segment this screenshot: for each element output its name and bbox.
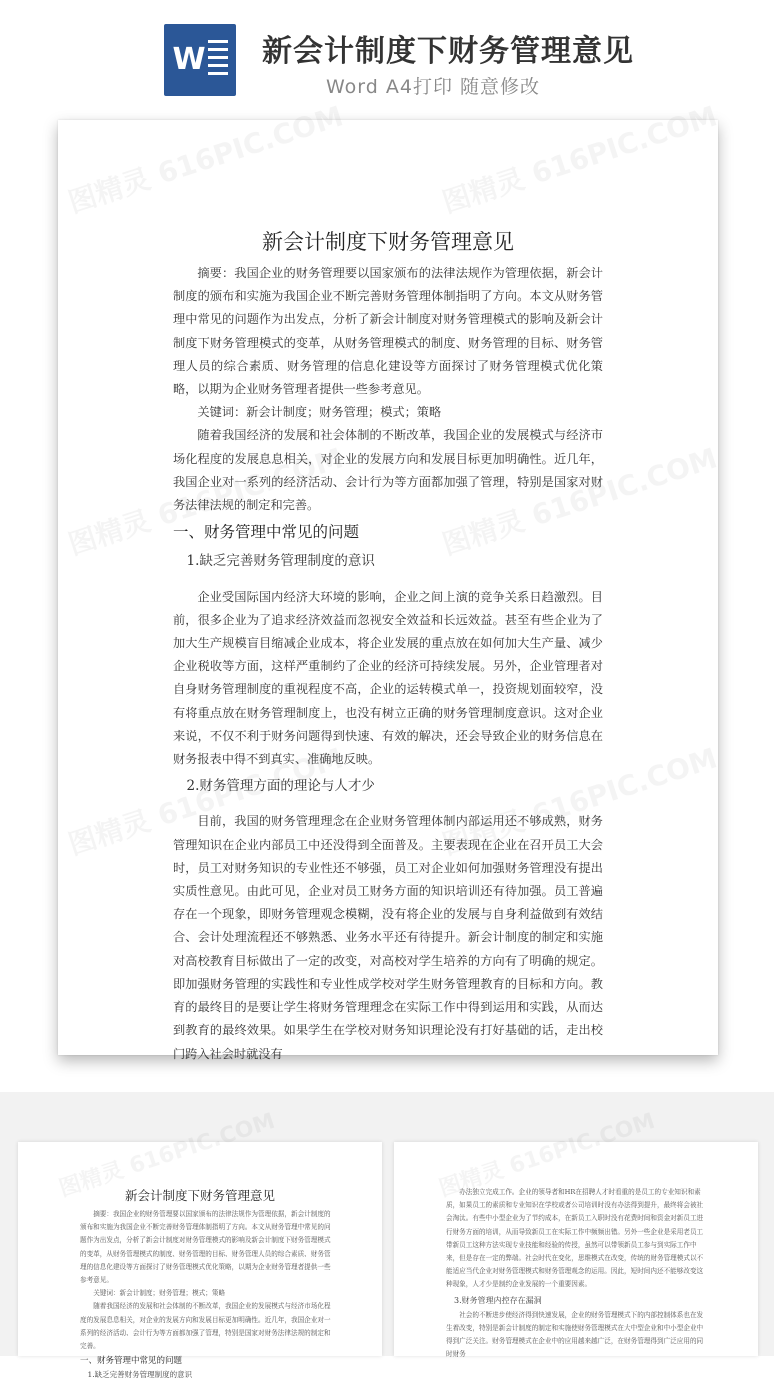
header [0, 0, 774, 110]
section-heading: 一、财务管理中常见的问题 [173, 523, 360, 542]
document-page [58, 120, 718, 1061]
document-body [173, 262, 603, 1066]
paragraph: 摘要：我国企业的财务管理要以国家颁布的法律法规作为管理依据，新会计制度的颁布和实施为我国企业不断完善财务管理体制指明了方向。本文从财务管理中常见的问题作为出发点，分析了新会计制度对财务管理模式的影响及新会计制度下财务管理模式的变革，从财务管理模式的制度、财务管理的目标、财务管理人员的综合素质、财务管理的信息化建设等方面探讨了财务管理模式优化策略，以期为企业财务管理者提供一些参考意见。 [80, 1210, 331, 1285]
page-preview-1 [18, 1142, 382, 1380]
paragraph: 关键词：新会计制度；财务管理；模式；策略 [197, 405, 442, 420]
preview-title: 新会计制度下财务管理意见 [124, 1188, 275, 1203]
paragraph: 摘要：我国企业的财务管理要以国家颁布的法律法规作为管理依据，新会计制度的颁布和实施为我国企业不断完善财务管理体制指明了方向。本文从财务管理中常见的问题作为出发点，分析了新会计制度对财务管理模式的影响及新会计制度下财务管理模式的变革，从财务管理模式的制度、财务管理的目标、财务管理人员的综合素质、财务管理的信息化建设等方面探讨了财务管理模式优化策略，以期为企业财务管理者提供一些参考意见。 [173, 266, 603, 397]
section-heading: 3.财务管理内控存在漏洞 [454, 1295, 542, 1305]
preview-body [80, 1208, 332, 1382]
section-heading: 一、财务管理中常见的问题 [80, 1356, 183, 1367]
section-heading: 2.财务管理方面的理论与人才少 [186, 778, 375, 795]
watermark [437, 95, 722, 222]
paragraph: 社会的不断进步使经济得到快速发展，企业的财务管理模式下的内部控制体系也在发生着改变，特别是新会计制度的制定和实施使财务管理模式在大中型企业和中小型企业中得到广泛关注。财务管理模式在企业中的应用越来越广泛，在财务管理得到广泛应用的同时财务 [446, 1310, 704, 1359]
word-icon [164, 24, 236, 96]
paragraph: 关键词：新会计制度；财务管理；模式；策略 [93, 1289, 226, 1298]
document-title: 新会计制度下财务管理意见 [262, 230, 514, 254]
preview-body [446, 1186, 706, 1362]
page-preview-2 [394, 1142, 758, 1359]
paragraph: 随着我国经济的发展和社会体制的不断改革，我国企业的发展模式与经济市场化程度的发展息息相关，对企业的发展方向和发展目标更加明确性。近几年，我国企业对一系列的经济活动、会计行为等方面都加强了管理，特别是国家对财务法律法规的制定和完善。 [173, 428, 603, 513]
section-heading: 1.缺乏完善财务管理制度的意识 [87, 1370, 193, 1380]
word-logo-letter: W [172, 42, 206, 77]
paragraph: 随着我国经济的发展和社会体制的不断改革，我国企业的发展模式与经济市场化程度的发展息息相关，对企业的发展方向和发展目标更加明确性。近几年，我国企业对一系列的经济活动、会计行为等方面都加强了管理，特别是国家对财务法律法规的制定和完善。 [80, 1302, 331, 1351]
paragraph: 企业受国际国内经济大环境的影响，企业之间上演的竞争关系日趋激烈。目前，很多企业为了追求经济效益而忽视安全效益和长远效益。甚至有些企业为了加大生产规模盲目缩减企业成本，将企业发展的重点放在如何加大生产量、减少企业税收等方面，这样严重制约了企业的经济可持续发展。另外，企业管理者对自身财务管理制度的重视程度不高，企业的运转模式单一，投资规划面较窄，没有将重点放在财务管理制度上，也没有树立正确的财务管理制度意识。这对企业来说，不仅不利于财务问题得到快速、有效的解决，还会导致企业的财务信息在财务报表中得不到真实、准确地反映。 [173, 589, 603, 767]
paragraph: 办法独立完成工作。企业的领导者和HR在招聘人才时看重的是员工的专业知识和素质，如果员工的素质和专业知识在学校或者公司培训时没有办法得到提升，最终将会被社会淘汰。有些中小型企业为了节约成本，在新员工入职时没有花费时间和资金对新员工进行财务方面的培训，从而导致新员工在实际工作中频频出错。另外一些企业是采用老员工带新员工这种方法实现专业技能和经验的传授，虽然可以带领新员工参与到实际工作中来，但是存在一定的弊端。社会时代在变化，思维模式在改变，传统的财务管理模式以不能适应当代企业对财务管理模式和财务管理观念的运用。因此，短时间内还不能够改变这种现象，人才少是制约企业发展的一个重要因素。 [446, 1188, 704, 1289]
section-heading: 1.缺乏完善财务管理制度的意识 [186, 553, 375, 570]
word-logo-lines [208, 40, 228, 80]
paragraph: 目前，我国的财务管理理念在企业财务管理体制内部运用还不够成熟，财务管理知识在企业内部员工中还没得到全面普及。主要表现在企业在召开员工大会时，员工对财务知识的专业性还不够强，员工对企业如何加强财务管理没有提出实质性意见。由此可见，企业对员工财务方面的知识培训还有待加强。员工普遍存在一个现象，即财务管理观念模糊，没有将企业的发展与自身利益做到有效结合、会计处理流程还不够熟悉、业务水平还有待提升。新会计制度的制定和实施对高校教育目标做出了一定的改变，对高校对学生培养的方向有了明确的规定。即加强财务管理的实践性和专业性成学校对学生财务管理教育的目标和方向。教育的最终目的是要让学生将财务管理理念在实际工作中得到运用和实践，从而达到教育的最终效果。如果学生在学校对财务知识理论没有打好基础的话，走出校门跨入社会时就没有 [173, 814, 603, 1061]
header-subtitle: Word A4打印 随意修改 [326, 76, 541, 98]
header-title: 新会计制度下财务管理意见 [262, 34, 634, 69]
watermark [63, 95, 348, 222]
